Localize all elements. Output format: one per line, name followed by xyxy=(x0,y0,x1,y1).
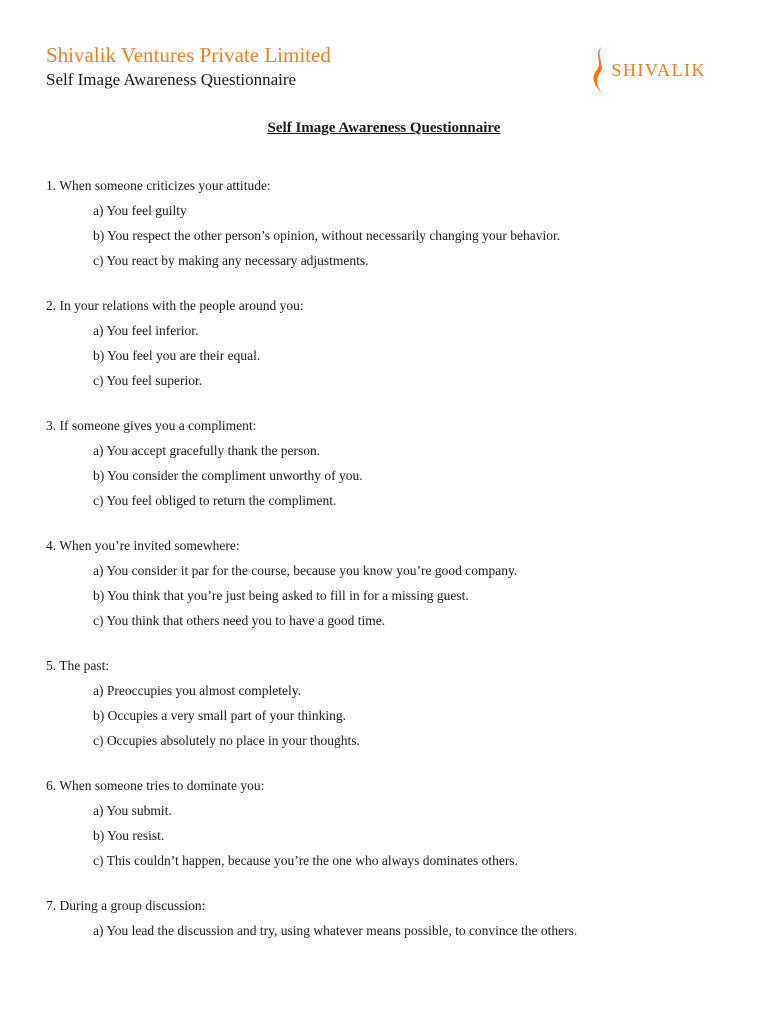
option-c: c) Occupies absolutely no place in your thoughts. xyxy=(93,733,360,748)
option-a: a) You consider it par for the course, because you know you’re good company. xyxy=(93,563,518,578)
question-3 xyxy=(46,416,736,511)
question-6 xyxy=(46,776,736,871)
option-a: a) You submit. xyxy=(93,803,172,818)
option-b: b) You feel you are their equal. xyxy=(93,348,261,363)
logo-text: SHIVALIK xyxy=(611,59,706,80)
question-text: 5. The past: xyxy=(46,658,110,673)
option-b: b) You consider the compliment unworthy of you. xyxy=(93,468,363,483)
question-1 xyxy=(46,176,736,271)
option-b: b) You think that you’re just being asked to fill in for a missing guest. xyxy=(93,588,469,603)
option-c: c) You feel superior. xyxy=(93,373,203,388)
option-a: a) Preoccupies you almost completely. xyxy=(93,683,301,698)
question-2 xyxy=(46,296,736,391)
company-name: Shivalik Ventures Private Limited xyxy=(46,43,331,67)
option-b: b) You resist. xyxy=(93,828,165,843)
question-text: 3. If someone gives you a compliment: xyxy=(46,418,257,433)
question-text: 2. In your relations with the people around you: xyxy=(46,298,304,313)
option-a: a) You lead the discussion and try, using whatever means possible, to convince the others. xyxy=(93,923,578,938)
document-header xyxy=(46,42,726,112)
option-b: b) You respect the other person’s opinion, without necessarily changing your behavior. xyxy=(93,228,561,243)
option-c: c) You react by making any necessary adjustments. xyxy=(93,253,369,268)
document-title: Self Image Awareness Questionnaire xyxy=(267,120,501,136)
question-text: 6. When someone tries to dominate you: xyxy=(46,778,265,793)
shivalik-logo xyxy=(590,46,706,94)
option-a: a) You accept gracefully thank the person. xyxy=(93,443,321,458)
question-4 xyxy=(46,536,736,631)
header-subtitle: Self Image Awareness Questionnaire xyxy=(46,70,297,89)
flame-icon xyxy=(590,46,608,94)
question-list xyxy=(46,176,736,966)
question-text: 1. When someone criticizes your attitude: xyxy=(46,178,271,193)
option-c: c) You think that others need you to have a good time. xyxy=(93,613,386,628)
question-text: 4. When you’re invited somewhere: xyxy=(46,538,240,553)
question-text: 7. During a group discussion: xyxy=(46,898,206,913)
question-7 xyxy=(46,896,736,941)
option-a: a) You feel inferior. xyxy=(93,323,199,338)
option-c: c) You feel obliged to return the compliment. xyxy=(93,493,337,508)
option-b: b) Occupies a very small part of your thinking. xyxy=(93,708,347,723)
question-5 xyxy=(46,656,736,751)
option-c: c) This couldn’t happen, because you’re the one who always dominates others. xyxy=(93,853,519,868)
option-a: a) You feel guilty xyxy=(93,203,187,218)
